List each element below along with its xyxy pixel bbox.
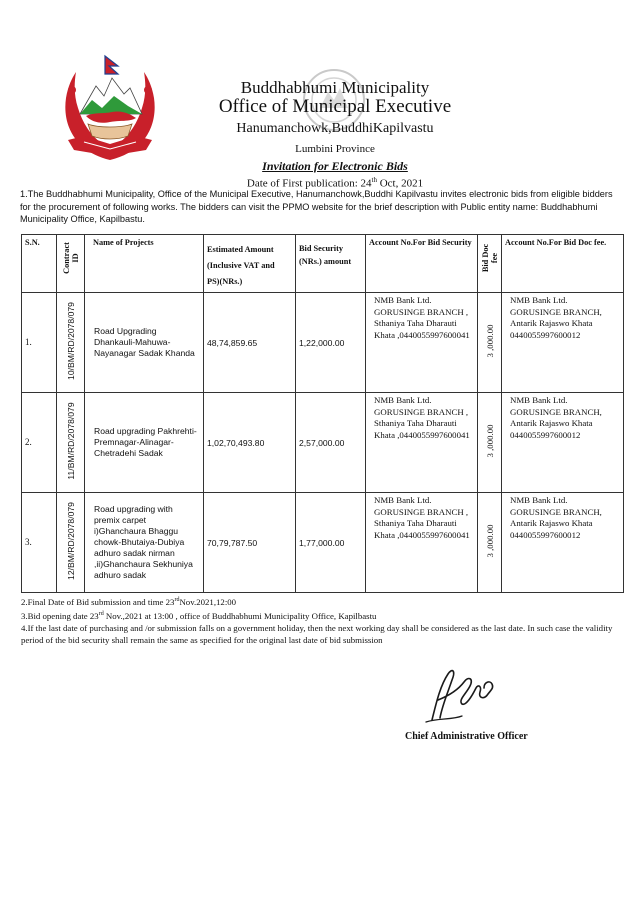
row-bid-doc-fee: 3 ,000.00 [478,293,502,393]
notes-section [21,594,631,646]
row-account-bid-doc-fee: NMB Bank Ltd. GORUSINGE BRANCH, Antarik Rajaswo Khata 0440055997600012 [502,393,624,493]
header-contract-id: Contract ID [57,235,85,293]
row-contract-id: 11/BM/RD/2078/079 [57,393,85,493]
row-sn: 2. [22,393,57,493]
municipality-name: Buddhabhumi Municipality [240,78,430,97]
intro-paragraph: 1.The Buddhabhumi Municipality, Office of the Municipal Executive, Hanumanchowk,Buddhi Kapilvastu invites electronic bids from eligible bidders for the procurement of following works. The bidders can visit the PPMO website for the brief description with Public entity name: Buddhabhumi Municipality Office, Kapilbastu. [20,189,613,224]
header-account-bid-security: Account No.For Bid Security [366,235,478,293]
note-opening-date: 3.Bid opening date 23rd Nov.,2021 at 13:00 , office of Buddhabhumi Municipality Office, Kapilbastu [21,610,377,621]
header-bid-doc-fee: Bid Doc fee [478,235,502,293]
row-project-name: Road upgrading Pakhrehti-Premnagar-Alinagar-Chetradehi Sadak [85,393,204,493]
row-bid-security: 1,22,000.00 [296,293,366,393]
province-name: Lumbini Province [295,143,375,155]
row-account-bid-security: NMB Bank Ltd. GORUSINGE BRANCH , Sthaniya Taha Dharauti Khata ,0440055997600041 [366,493,478,593]
row-estimated-amount: 48,74,859.65 [204,293,296,393]
header-account-bid-doc-fee: Account No.For Bid Doc fee. [502,235,624,293]
note-holiday-clause: 4.If the last date of purchasing and /or submission falls on a government holiday, then the next working day shall be considered as the last date. In such case the validity period of the bid security shall remain the same as specified for the original last date of bid submission [21,622,613,645]
row-account-bid-doc-fee: NMB Bank Ltd. GORUSINGE BRANCH, Antarik Rajaswo Khata 0440055997600012 [502,293,624,393]
row-bid-doc-fee: 3 ,000.00 [478,393,502,493]
row-account-bid-security: NMB Bank Ltd. GORUSINGE BRANCH , Sthaniya Taha Dharauti Khata ,0440055997600041 [366,393,478,493]
signatory-title: Chief Administrative Officer [405,731,528,742]
nepal-emblem-icon [58,52,162,164]
row-contract-id: 10/BM/RD/2078/079 [57,293,85,393]
row-bid-security: 1,77,000.00 [296,493,366,593]
table-row [22,393,624,493]
row-project-name: Road Upgrading Dhankauli-Mahuwa-Nayanagar Sadak Khanda [85,293,204,393]
office-address: Hanumanchowk,BuddhiKapilvastu [236,121,434,136]
table-row [22,293,624,393]
row-account-bid-doc-fee: NMB Bank Ltd. GORUSINGE BRANCH, Antarik Rajaswo Khata 0440055997600012 [502,493,624,593]
row-project-name: Road upgrading with premix carpet i)Ghanchaura Bhaggu chowk-Bhutaiya-Dubiya adhuro sadak nirman ,ii)Ghanchaura Sekhuniya adhuro sadak [85,493,204,593]
table-header-row [22,235,624,293]
publication-date: Date of First publication: 24th Oct, 2021 [246,176,424,190]
row-estimated-amount: 70,79,787.50 [204,493,296,593]
header-estimated-amount: Estimated Amount (Inclusive VAT and PS)(NRs.) [204,235,296,293]
row-bid-doc-fee: 3 ,000.00 [478,493,502,593]
office-name: Office of Municipal Executive [218,96,452,117]
row-bid-security: 2,57,000.00 [296,393,366,493]
row-account-bid-security: NMB Bank Ltd. GORUSINGE BRANCH , Sthaniya Taha Dharauti Khata ,0440055997600041 [366,293,478,393]
note-submission-date: 2.Final Date of Bid submission and time 23rdNov.2021,12:00 [21,596,237,607]
signature-icon [418,660,498,726]
header-sn: S.N. [22,235,57,293]
row-sn: 3. [22,493,57,593]
header-bid-security: Bid Security (NRs.) amount [296,235,366,293]
table-row [22,493,624,593]
bids-table [21,234,624,593]
header-project-name: Name of Projects [85,235,204,293]
document-title: Invitation for Electronic Bids [262,159,408,173]
row-sn: 1. [22,293,57,393]
row-estimated-amount: 1,02,70,493.80 [204,393,296,493]
row-contract-id: 12/BM/RD/2078/079 [57,493,85,593]
